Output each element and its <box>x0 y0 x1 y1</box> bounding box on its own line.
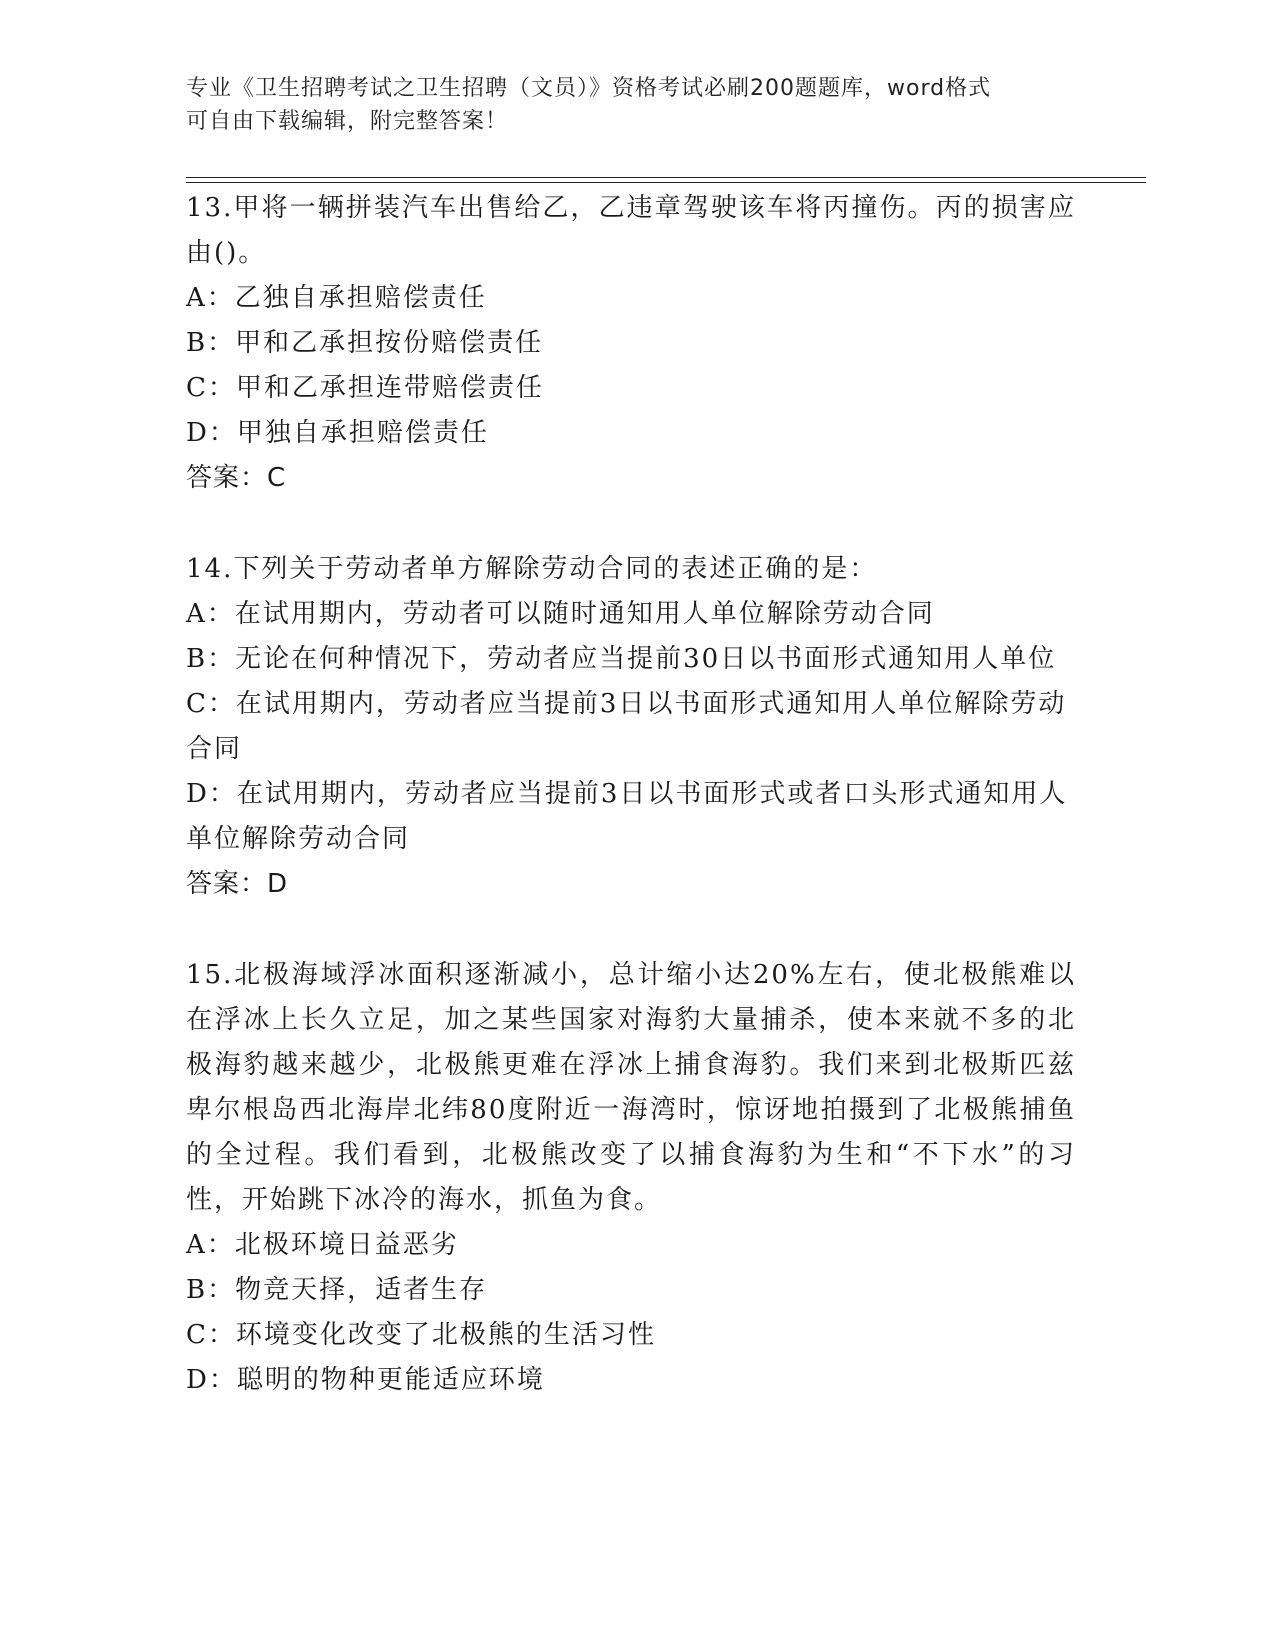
option-c: C：甲和乙承担连带赔偿责任 <box>186 373 544 403</box>
question-14 <box>186 547 1076 907</box>
option-a: A：乙独自承担赔偿责任 <box>186 283 487 313</box>
answer-label: 答案：D <box>186 869 289 899</box>
option-c: C：在试用期内，劳动者应当提前3日以书面形式通知用人单位解除劳动合同 <box>186 689 1067 764</box>
question-stem: 14.下列关于劳动者单方解除劳动合同的表述正确的是： <box>186 554 878 584</box>
option-b: B：物竞天择，适者生存 <box>186 1275 488 1305</box>
option-b: B：无论在何种情况下，劳动者应当提前30日以书面形式通知用人单位 <box>186 644 1057 674</box>
question-15 <box>186 953 1076 1403</box>
option-d: D：在试用期内，劳动者应当提前3日以书面形式或者口头形式通知用人单位解除劳动合同 <box>186 779 1068 854</box>
question-stem: 15.北极海域浮冰面积逐渐减小，总计缩小达20%左右，使北极熊难以在浮冰上长久立足，加之某些国家对海豹大量捕杀，使本来就不多的北极海豹越来越少，北极熊更难在浮冰上捕食海豹。我们来到北极斯匹兹卑尔根岛西北海岸北纬80度附近一海湾时，惊讶地拍摄到了北极熊捕鱼的全过程。我们看到，北极熊改变了以捕食海豹为生和“不下水”的习性，开始跳下冰冷的海水，抓鱼为食。 <box>186 960 1076 1215</box>
answer-label: 答案：C <box>186 463 287 493</box>
question-13 <box>186 186 1076 501</box>
option-d: D：甲独自承担赔偿责任 <box>186 418 489 448</box>
question-list <box>186 186 1076 1449</box>
question-stem: 13.甲将一辆拼装汽车出售给乙，乙违章驾驶该车将丙撞伤。丙的损害应由()。 <box>186 193 1076 268</box>
header-line-1: 专业《卫生招聘考试之卫生招聘（文员）》资格考试必刷200题题库，word格式 <box>186 76 992 101</box>
header-divider <box>186 177 1146 183</box>
option-c: C：环境变化改变了北极熊的生活习性 <box>186 1320 656 1350</box>
page-header <box>186 72 1066 138</box>
option-b: B：甲和乙承担按份赔偿责任 <box>186 328 544 358</box>
option-a: A：北极环境日益恶劣 <box>186 1230 459 1260</box>
header-line-2: 可自由下载编辑，附完整答案！ <box>186 109 509 134</box>
option-d: D：聪明的物种更能适应环境 <box>186 1365 545 1395</box>
option-a: A：在试用期内，劳动者可以随时通知用人单位解除劳动合同 <box>186 599 935 629</box>
